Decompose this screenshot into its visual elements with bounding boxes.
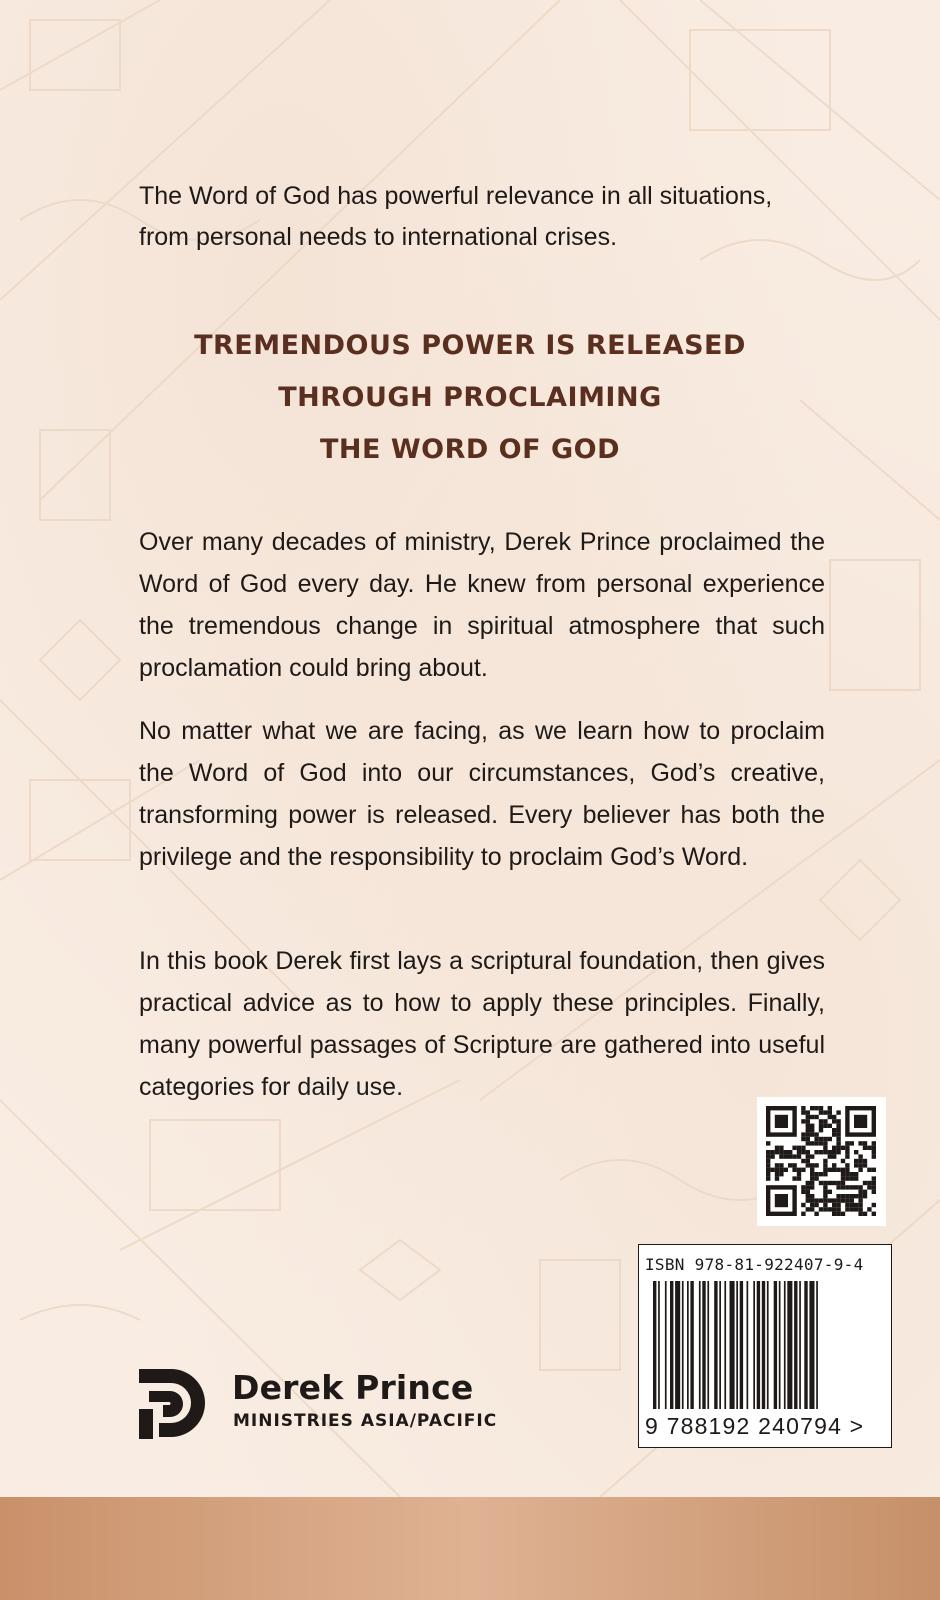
isbn-number: ISBN 978-81-922407-9-4 [645, 1255, 864, 1274]
paragraph-ministry: Over many decades of ministry, Derek Prince proclaimed the Word of God every day. He knew from personal experience the tremendous change in spiritual atmosphere that such proclamation could bring about. [139, 528, 825, 682]
publisher-name: Derek Prince [232, 1368, 474, 1407]
bottom-color-band [0, 1497, 940, 1600]
paragraph-proclaim: No matter what we are facing, as we learn how to proclaim the Word of God into our circumstances, God’s creative, transforming power is released. Every believer has both the privilege and the responsibility to proclaim God’s Word. [139, 717, 825, 871]
headline-line-3: THE WORD OF GOD [319, 434, 621, 465]
barcode-bars [653, 1281, 879, 1409]
ean-digits: 9 788192 240794 > [645, 1413, 865, 1439]
barcode-icon [638, 1244, 892, 1448]
headline-line-2: THROUGH PROCLAIMING [278, 382, 662, 413]
intro-text: The Word of God has powerful relevance in all situations, from personal needs to international crises. [139, 182, 773, 251]
headline [100, 320, 840, 476]
qr-code-graphic [757, 1097, 886, 1226]
publisher-subtitle: MINISTRIES ASIA/PACIFIC [233, 1411, 498, 1431]
derek-prince-logo-icon [139, 1369, 207, 1439]
paragraph-book: In this book Derek first lays a scriptural foundation, then gives practical advice as to how to apply these principles. Finally, many powerful passages of Scripture are gathered into useful categories for daily use. [139, 947, 825, 1101]
qr-code-icon [757, 1097, 886, 1226]
headline-line-1: TREMENDOUS POWER IS RELEASED [194, 330, 746, 361]
